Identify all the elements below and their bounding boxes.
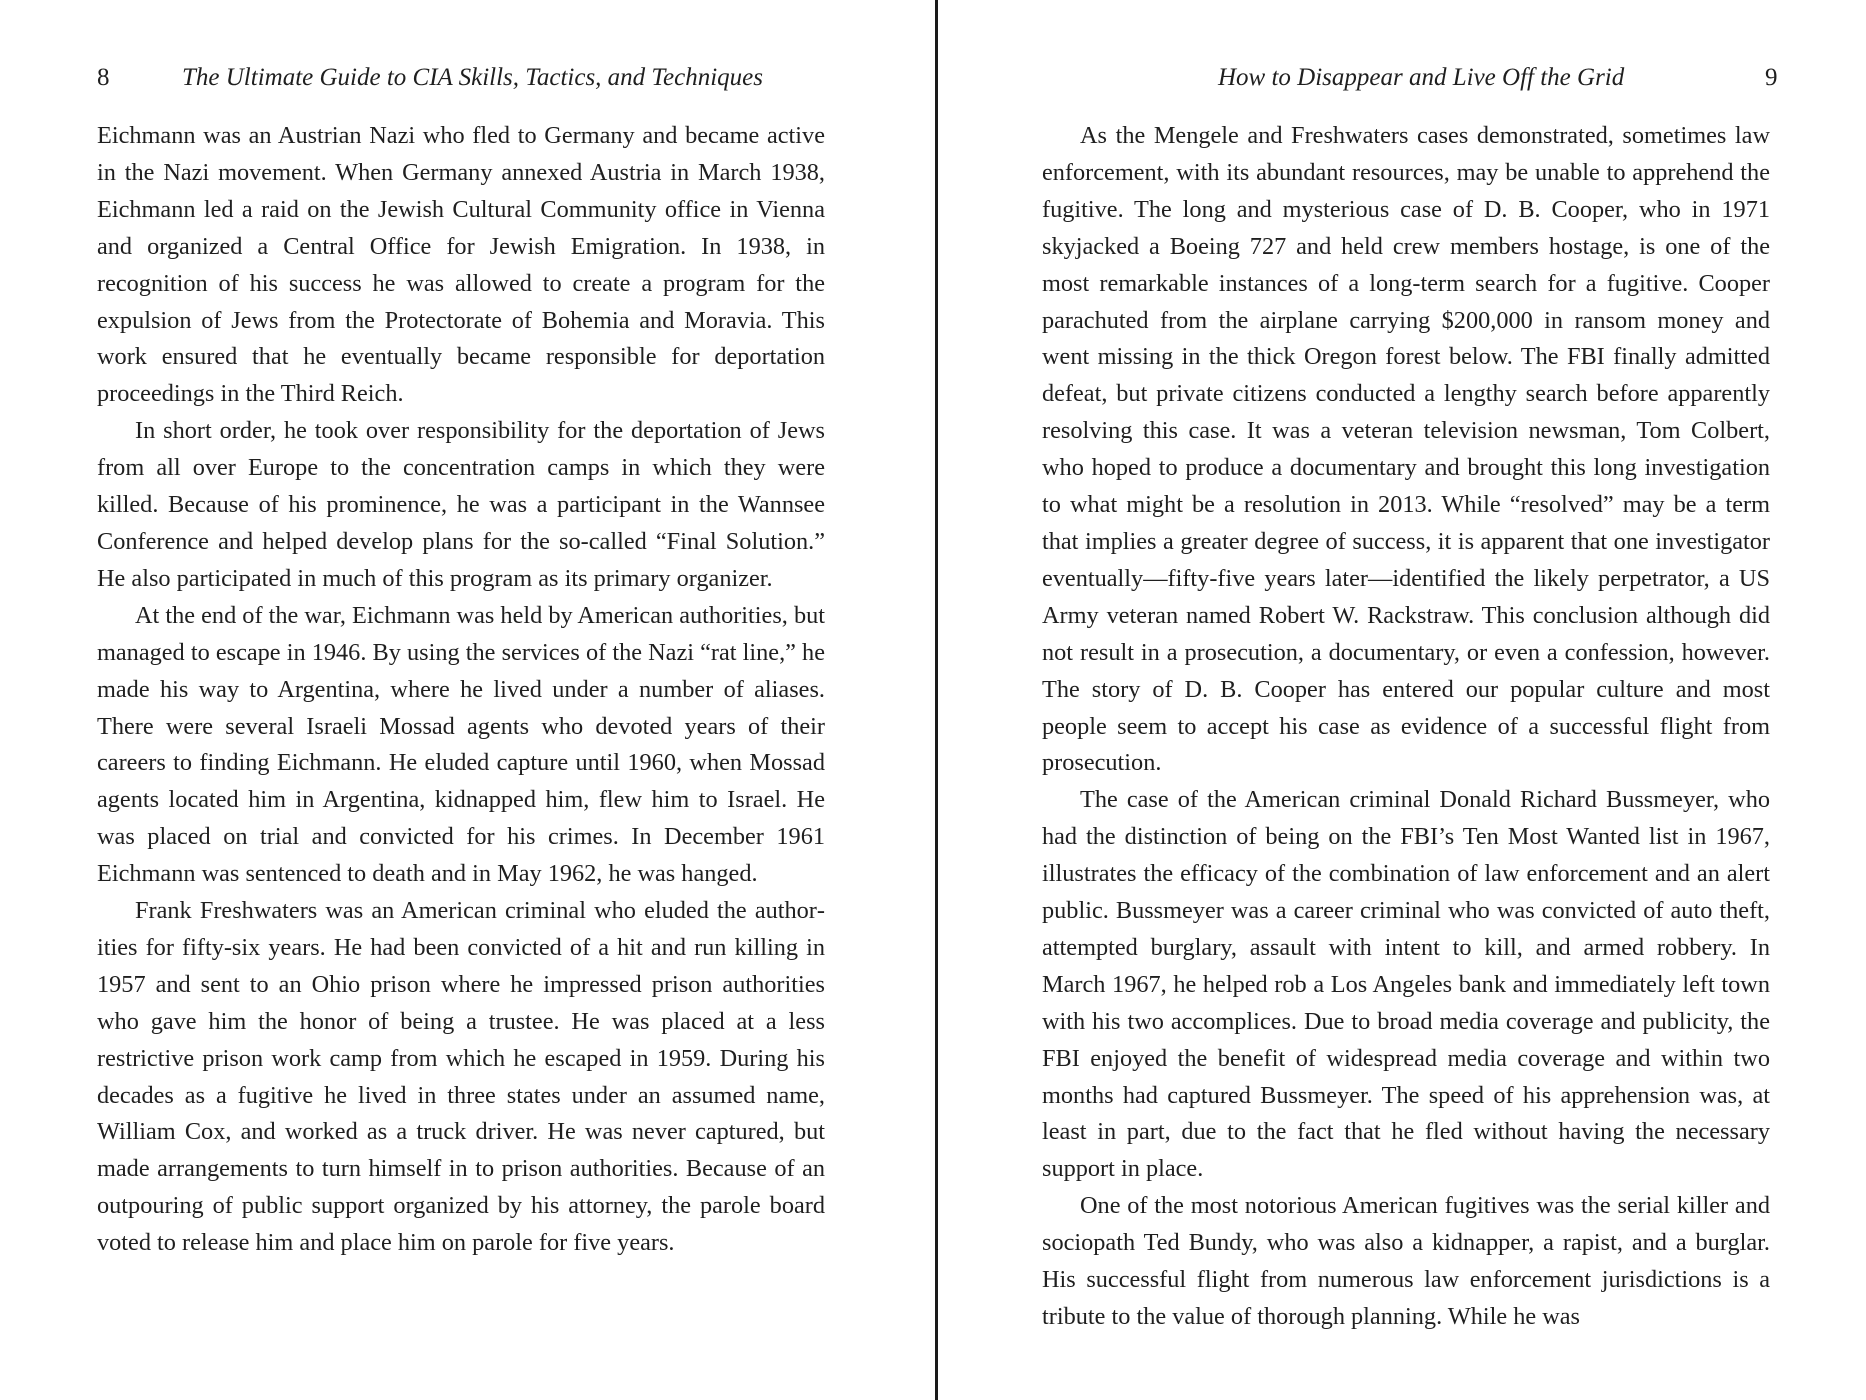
right-paragraph-1: As the Mengele and Freshwaters cases demonstrated, sometimes law enforcement, with its abundant resources, may be unable to apprehend the fugitive. The long and mysterious case of D. B. Cooper, who in 1971 skyjacked a Boeing 727 and held crew members hostage, is one of the most remarkable instances of a long-term search for a fugitive. Cooper parachuted from the airplane carrying $200,000 in ransom money and went missing in the thick Oregon forest below. The FBI finally admitted defeat, but private citizens conducted a lengthy search before apparently resolving this case. It was a veteran television newsman, Tom Colbert, who hoped to produce a documentary and brought this long investigation to what might be a resolution in 2013. While “resolved” may be a term that implies a greater degree of success, it is apparent that one investigator eventually—fifty-five years later—identified the likely perpetrator, a US Army veteran named Robert W. Rackstraw. This conclusion although did not result in a prosecution, a documentary, or even a confession, however. The story of D. B. Cooper has entered our popular culture and most people seem to accept his case as evidence of a successful flight from prosecution. (1042, 122, 1770, 777)
right-paragraph-3: One of the most notorious American fugitives was the serial killer and sociopath Ted Bundy, who was also a kidnapper, a rapist, and a burglar. His successful flight from numerous law enforcement jurisdictions is a tribute to the value of thorough planning. While he was (1042, 1192, 1770, 1330)
left-paragraph-1: Eichmann was an Austrian Nazi who fled to Germany and became active in the Nazi movement. When Germany annexed Austria in March 1938, Eichmann led a raid on the Jewish Cultural Community office in Vienna and organized a Central Office for Jewish Emigration. In 1938, in recognition of his success he was allowed to create a program for the expulsion of Jews from the Protectorate of Bohemia and Moravia. This work ensured that he eventually became responsible for deportation proceedings in the Third Reich. (97, 122, 825, 408)
right-page (938, 0, 1866, 1400)
left-paragraph-4: Frank Freshwaters was an American criminal who eluded the authorities for fifty-six years. He had been convicted of a hit and run killing in 1957 and sent to an Ohio prison where he impressed prison authorities who gave him the honor of being a trustee. He was placed at a less restrictive prison work camp from which he escaped in 1959. During his decades as a fugitive he lived in three states under an assumed name, William Cox, and worked as a truck driver. He was never captured, but made arrangements to turn himself in to prison authorities. Because of an outpouring of public support organized by his attorney, the parole board voted to release him and place him on parole for five years. (97, 897, 825, 1257)
right-running-title: How to Disappear and Live Off the Grid (1218, 64, 1625, 91)
left-running-head (0, 58, 935, 98)
left-page-number: 8 (97, 64, 110, 91)
left-body-text (97, 118, 825, 1262)
right-running-head (1042, 58, 1778, 98)
left-paragraph-3: At the end of the war, Eichmann was held by American authorities, but managed to escape in 1946. By using the services of the Nazi “rat line,” he made his way to Argentina, where he lived under a number of aliases. There were several Israeli Mossad agents who devoted years of their careers to finding Eichmann. He eluded capture until 1960, when Mossad agents located him in Argentina, kidnapped him, flew him to Israel. He was placed on trial and convicted for his crimes. In December 1961 Eichmann was sentenced to death and in May 1962, he was hanged. (97, 601, 825, 888)
right-body-text (1042, 118, 1770, 1336)
left-paragraph-2: In short order, he took over responsibility for the deportation of Jews from all over Europe to the concentration camps in which they were killed. Because of his prominence, he was a participant in the Wannsee Conference and helped develop plans for the so-called “Final Solution.” He also participated in much of this program as its primary organizer. (97, 417, 825, 592)
right-paragraph-2: The case of the American criminal Donald Richard Bussmeyer, who had the distinction of being on the FBI’s Ten Most Wanted list in 1967, illustrates the efficacy of the combination of law enforcement and an alert public. Bussmeyer was a career criminal who was convicted of auto theft, attempted burglary, assault with intent to kill, and armed robbery. In March 1967, he helped rob a Los Angeles bank and immediately left town with his two accomplices. Due to broad media coverage and publicity, the FBI enjoyed the benefit of widespread media coverage and within two months had captured Bussmeyer. The speed of his apprehension was, at least in part, due to the fact that he fled without having the necessary support in place. (1042, 786, 1770, 1183)
left-running-title: The Ultimate Guide to CIA Skills, Tactics, and Techniques (182, 64, 764, 91)
right-page-number: 9 (1765, 64, 1778, 91)
